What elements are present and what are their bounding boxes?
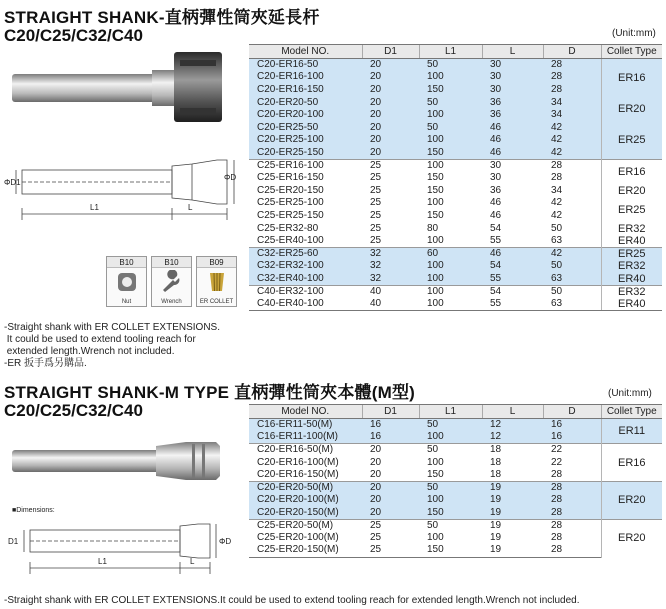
table-row [249, 96, 662, 109]
table-row [249, 273, 662, 286]
cell-model: C25-ER20-50(M) [249, 519, 362, 532]
cell-d1: 20 [362, 96, 419, 109]
table-row [249, 444, 662, 457]
cell-model: C20-ER16-100 [249, 71, 362, 84]
cell-l: 55 [482, 298, 543, 311]
cell-l: 18 [490, 456, 502, 468]
table-row [249, 481, 662, 494]
cell-l: 36 [482, 109, 543, 122]
cell-model: C20-ER25-100 [249, 134, 362, 147]
cell-model: C25-ER16-100 [249, 159, 362, 172]
cell-d: 42 [551, 197, 563, 209]
cell-l1: 100 [419, 273, 482, 286]
cell-l: 46 [482, 147, 543, 160]
section1-note-2: It could be used to extend tooling reach for [4, 334, 196, 345]
cell-d: 42 [543, 147, 601, 160]
m-l-dim-label: L [190, 557, 195, 566]
cell-l1: 150 [419, 507, 482, 520]
col-header-d1: D1 [362, 45, 419, 59]
cell-model: C32-ER32-100 [249, 260, 362, 273]
table-row [249, 456, 662, 469]
cell-model: C25-ER20-100(M) [257, 532, 339, 544]
cell-d1: 32 [362, 273, 419, 286]
extension-dimension-drawing [2, 150, 242, 230]
table-row [249, 544, 662, 557]
cell-d1: 20 [362, 481, 419, 494]
cell-d1: 20 [362, 507, 419, 520]
extension-spec-table [249, 44, 662, 311]
cell-d: 34 [543, 109, 601, 122]
table-header-row [249, 405, 662, 419]
cell-l1: 100 [419, 494, 482, 507]
cell-collet-type: ER11 [601, 419, 662, 444]
cell-collet-type: ER20 [601, 96, 662, 121]
cell-d: 28 [551, 468, 563, 480]
cell-l: 19 [482, 544, 543, 557]
section1-note-4: -ER 扳手爲另購品. [4, 358, 87, 369]
table-row [249, 210, 662, 223]
cell-l1: 150 [427, 209, 444, 221]
cell-d: 22 [551, 456, 563, 468]
col-header-d: D [543, 45, 601, 59]
section1-note-1: -Straight shank with ER COLLET EXTENSIONS. [4, 322, 221, 333]
cell-d: 16 [543, 431, 601, 444]
table-row [249, 247, 662, 260]
cell-l1: 150 [419, 147, 482, 160]
cell-collet-type: ER40 [601, 298, 662, 311]
cell-d: 28 [543, 507, 601, 520]
cell-d1: 25 [370, 172, 382, 184]
col-header-model: Model NO. [249, 45, 362, 59]
cell-d1: 20 [362, 121, 419, 134]
cell-l: 46 [490, 197, 502, 209]
table-row [249, 184, 662, 197]
cell-model: C25-ER32-80 [257, 222, 319, 234]
wrench-accessory-label: B10 [152, 257, 191, 268]
cell-collet-type: ER16 [601, 444, 662, 482]
cell-d: 28 [543, 494, 601, 507]
cell-d1: 20 [362, 84, 419, 97]
cell-l1: 100 [419, 285, 482, 298]
cell-l: 19 [482, 507, 543, 520]
section1-note-3: extended length.Wrench not included. [4, 346, 175, 357]
cell-d: 42 [543, 247, 601, 260]
cell-d1: 32 [362, 247, 419, 260]
table-row [249, 235, 662, 248]
cell-collet-type: ER20 [601, 519, 662, 557]
cell-model: C20-ER25-50 [249, 121, 362, 134]
cell-l1: 100 [427, 234, 444, 246]
cell-model: C20-ER16-100(M) [257, 456, 339, 468]
cell-l: 55 [490, 234, 502, 246]
cell-d: 28 [543, 481, 601, 494]
table-row [249, 419, 662, 432]
table-row [249, 147, 662, 160]
m-d-dim-label: ΦD [219, 537, 232, 546]
cell-model: C20-ER16-150(M) [257, 468, 339, 480]
wrench-icon [160, 270, 184, 294]
wrench-accessory-box [151, 256, 192, 307]
cell-d1: 25 [370, 222, 382, 234]
cell-l1: 50 [419, 96, 482, 109]
d1-dim-label: ΦD1 [4, 178, 21, 187]
l-dim-label: L [188, 203, 193, 212]
cell-collet-type: ER25 [601, 197, 662, 222]
col-header-collet: Collet Type [601, 405, 662, 419]
cell-d1: 40 [362, 298, 419, 311]
extension-tool-photo [2, 40, 242, 130]
cell-model: C20-ER20-50(M) [249, 481, 362, 494]
cell-l1: 50 [419, 419, 482, 432]
cell-d1: 20 [362, 109, 419, 122]
cell-model: C25-ER25-150 [257, 209, 324, 221]
cell-l1: 100 [419, 298, 482, 311]
cell-l1: 150 [419, 84, 482, 97]
wrench-accessory-caption: Wrench [161, 299, 182, 305]
cell-d1: 20 [362, 59, 419, 72]
cell-l1: 100 [427, 456, 444, 468]
m-d1-dim-label: D1 [8, 537, 19, 546]
cell-l: 30 [482, 159, 543, 172]
col-header-d1: D1 [362, 405, 419, 419]
table-row [249, 469, 662, 482]
d-dim-label: ΦD [224, 173, 237, 182]
cell-l: 19 [482, 494, 543, 507]
cell-model: C20-ER16-150 [249, 84, 362, 97]
cell-model: C16-ER11-100(M) [249, 431, 362, 444]
cell-d: 28 [551, 532, 563, 544]
section1-subtitle: C20/C25/C32/C40 [4, 26, 143, 45]
cell-d: 28 [543, 159, 601, 172]
cell-d: 28 [551, 172, 563, 184]
cell-l: 19 [482, 519, 543, 532]
col-header-model: Model NO. [249, 405, 362, 419]
cell-d1: 20 [370, 456, 382, 468]
table-row [249, 519, 662, 532]
cell-collet-type: ER25 [601, 247, 662, 260]
cell-d1: 25 [370, 532, 382, 544]
m-l1-dim-label: L1 [98, 557, 107, 566]
cell-l: 36 [490, 184, 502, 196]
cell-l1: 100 [419, 109, 482, 122]
cell-l1: 60 [419, 247, 482, 260]
cell-model: C16-ER11-50(M) [249, 419, 362, 432]
table-row [249, 121, 662, 134]
cell-collet-type: ER20 [601, 184, 662, 197]
cell-d1: 20 [362, 147, 419, 160]
collet-accessory-label: B09 [197, 257, 236, 268]
collet-accessory-box [196, 256, 237, 307]
cell-model: C25-ER40-100 [257, 234, 324, 246]
cell-l: 18 [482, 444, 543, 457]
cell-d1: 16 [362, 431, 419, 444]
cell-d1: 25 [362, 519, 419, 532]
nut-accessory-caption: Nut [121, 299, 132, 305]
cell-model: C25-ER25-100 [257, 197, 324, 209]
cell-d1: 20 [370, 468, 382, 480]
cell-l: 30 [490, 172, 502, 184]
nut-accessory-box [106, 256, 147, 307]
cell-d: 28 [543, 84, 601, 97]
cell-collet-type: ER20 [601, 481, 662, 519]
cell-l1: 80 [427, 222, 439, 234]
cell-d1: 20 [362, 134, 419, 147]
cell-d: 63 [543, 298, 601, 311]
cell-l: 19 [490, 532, 502, 544]
col-header-l1: L1 [419, 45, 482, 59]
cell-d: 42 [551, 209, 563, 221]
cell-model: C40-ER32-100 [249, 285, 362, 298]
cell-d1: 25 [370, 209, 382, 221]
cell-d: 50 [543, 285, 601, 298]
cell-l1: 150 [419, 544, 482, 557]
l1-dim-label: L1 [90, 203, 99, 212]
section2-unit: (Unit:mm) [608, 388, 652, 399]
table-header-row [249, 45, 662, 59]
table-row [249, 197, 662, 210]
table-row [249, 532, 662, 545]
table-row [249, 109, 662, 122]
cell-l: 30 [482, 84, 543, 97]
cell-model: C32-ER25-60 [249, 247, 362, 260]
cell-model: C20-ER20-100 [249, 109, 362, 122]
cell-l: 46 [482, 247, 543, 260]
cell-model: C20-ER20-150(M) [249, 507, 362, 520]
m-type-tool-photo [6, 430, 242, 490]
dimensions-label: ■Dimensions: [12, 507, 55, 514]
collet-accessory-caption: ER COLLET [199, 299, 234, 305]
cell-l: 46 [482, 134, 543, 147]
cell-l1: 50 [419, 59, 482, 72]
table-row [249, 84, 662, 97]
collet-icon [205, 270, 229, 294]
cell-l: 36 [482, 96, 543, 109]
table-row [249, 285, 662, 298]
cell-d: 63 [543, 273, 601, 286]
cell-l1: 100 [427, 197, 444, 209]
cell-model: C25-ER16-150 [257, 172, 324, 184]
cell-l: 12 [482, 419, 543, 432]
cell-d: 34 [543, 96, 601, 109]
cell-l: 46 [482, 121, 543, 134]
cell-model: C32-ER40-100 [249, 273, 362, 286]
section1-title: STRAIGHT SHANK-直柄彈性筒夾延長杆 [4, 8, 320, 27]
cell-l: 54 [482, 285, 543, 298]
cell-l1: 150 [427, 184, 444, 196]
section1-unit: (Unit:mm) [612, 28, 656, 39]
cell-d1: 25 [362, 544, 419, 557]
cell-l: 30 [482, 71, 543, 84]
cell-l: 18 [490, 468, 502, 480]
cell-d: 28 [543, 544, 601, 557]
cell-d: 16 [543, 419, 601, 432]
table-row [249, 298, 662, 311]
cell-d: 50 [543, 260, 601, 273]
cell-l1: 100 [419, 71, 482, 84]
cell-collet-type: ER16 [601, 159, 662, 184]
cell-l1: 100 [419, 260, 482, 273]
cell-l1: 50 [419, 444, 482, 457]
cell-collet-type: ER40 [601, 273, 662, 286]
table-row [249, 59, 662, 72]
cell-l1: 100 [419, 134, 482, 147]
cell-d: 42 [543, 121, 601, 134]
table-row [249, 71, 662, 84]
table-row [249, 134, 662, 147]
table-row [249, 431, 662, 444]
col-header-d: D [543, 405, 601, 419]
nut-icon [115, 270, 139, 294]
section2-note: -Straight shank with ER COLLET EXTENSIONS.It could be used to extend tooling reach for extended length.Wrench not included. [4, 595, 580, 606]
cell-d1: 25 [370, 234, 382, 246]
col-header-l: L [482, 405, 543, 419]
col-header-l: L [482, 45, 543, 59]
cell-collet-type: ER25 [601, 121, 662, 159]
table-row [249, 507, 662, 520]
cell-model: C20-ER20-50 [249, 96, 362, 109]
cell-model: C25-ER20-150 [257, 184, 324, 196]
table-row [249, 494, 662, 507]
cell-l1: 100 [419, 159, 482, 172]
section2-subtitle: C20/C25/C32/C40 [4, 401, 143, 420]
cell-l1: 50 [419, 481, 482, 494]
cell-model: C20-ER25-150 [249, 147, 362, 160]
table-row [249, 260, 662, 273]
cell-model: C20-ER20-100(M) [249, 494, 362, 507]
cell-l1: 150 [427, 468, 444, 480]
col-header-collet: Collet Type [601, 45, 662, 59]
cell-model: C20-ER16-50 [249, 59, 362, 72]
cell-collet-type: ER32 [601, 285, 662, 298]
cell-collet-type: ER40 [601, 235, 662, 248]
cell-l: 19 [482, 481, 543, 494]
cell-l1: 150 [427, 172, 444, 184]
table-row [249, 159, 662, 172]
cell-l1: 50 [419, 519, 482, 532]
cell-l: 46 [490, 209, 502, 221]
cell-d: 22 [543, 444, 601, 457]
cell-l: 55 [482, 273, 543, 286]
cell-d: 28 [543, 71, 601, 84]
cell-l1: 100 [427, 532, 444, 544]
cell-d: 50 [551, 222, 563, 234]
section2-title: STRAIGHT SHANK-M TYPE 直柄彈性筒夾本體(M型) [4, 383, 416, 402]
m-type-dimension-drawing [8, 514, 238, 578]
cell-d: 63 [551, 234, 563, 246]
cell-d1: 20 [362, 444, 419, 457]
cell-d: 28 [543, 519, 601, 532]
cell-d: 42 [543, 134, 601, 147]
cell-d1: 20 [362, 71, 419, 84]
cell-l: 54 [490, 222, 502, 234]
cell-collet-type: ER32 [601, 260, 662, 273]
cell-d1: 25 [362, 159, 419, 172]
cell-l: 54 [482, 260, 543, 273]
cell-collet-type: ER32 [601, 222, 662, 235]
cell-d1: 40 [362, 285, 419, 298]
col-header-l1: L1 [419, 405, 482, 419]
cell-l1: 50 [419, 121, 482, 134]
cell-d1: 16 [362, 419, 419, 432]
cell-l1: 100 [419, 431, 482, 444]
cell-d1: 32 [362, 260, 419, 273]
table-row [249, 172, 662, 185]
cell-model: C25-ER20-150(M) [249, 544, 362, 557]
cell-d1: 25 [370, 197, 382, 209]
nut-accessory-label: B10 [107, 257, 146, 268]
m-type-spec-table [249, 404, 662, 558]
table-row [249, 222, 662, 235]
cell-model: C40-ER40-100 [249, 298, 362, 311]
cell-l: 12 [482, 431, 543, 444]
cell-l: 30 [482, 59, 543, 72]
cell-d1: 25 [370, 184, 382, 196]
cell-d1: 20 [362, 494, 419, 507]
cell-d: 34 [551, 184, 563, 196]
cell-d: 28 [543, 59, 601, 72]
cell-model: C20-ER16-50(M) [249, 444, 362, 457]
cell-collet-type: ER16 [601, 59, 662, 97]
